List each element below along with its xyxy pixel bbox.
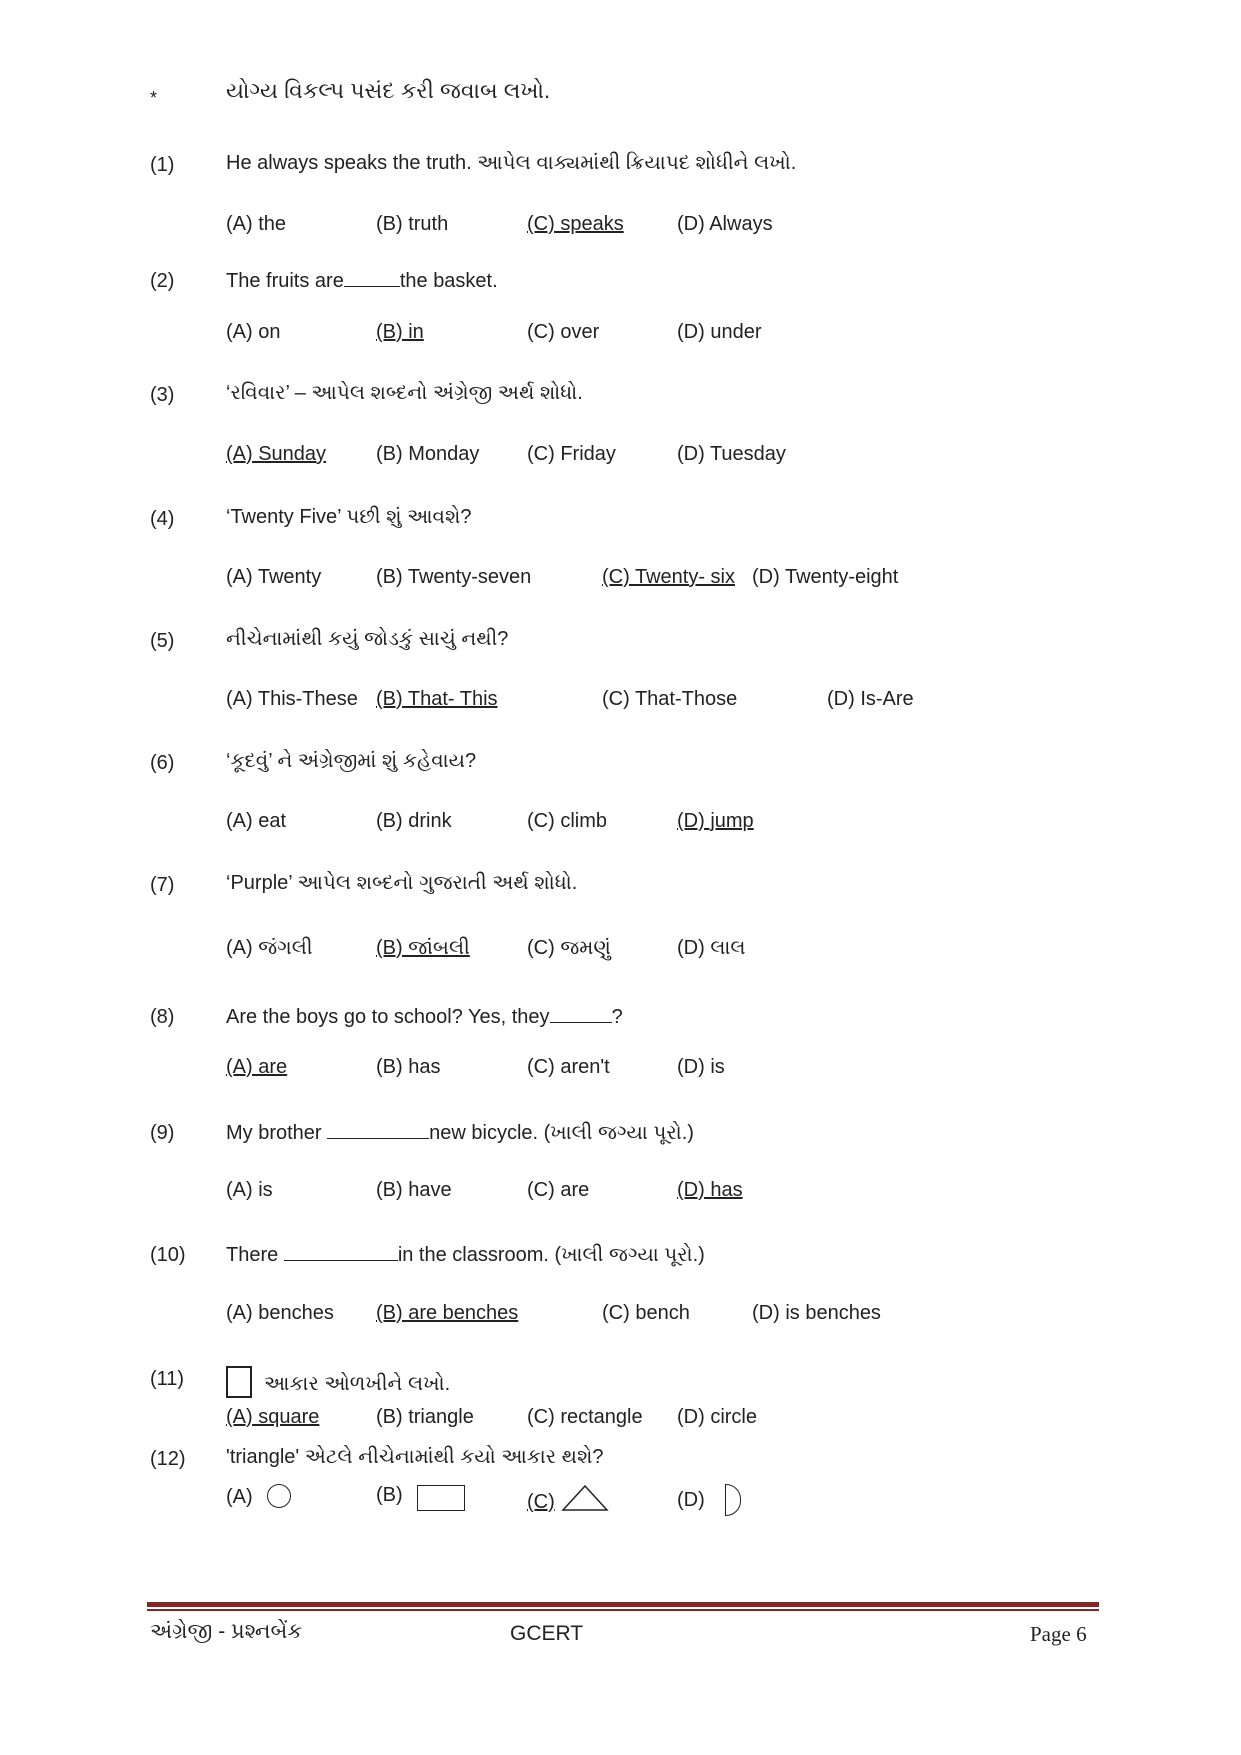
question-11 [0,1362,1241,1402]
question-number: (7) [150,874,175,896]
rectangle-shape-icon [417,1485,465,1511]
option-c: (C) climb [527,810,607,832]
option-c: (C) Friday [527,443,616,465]
question-9-options [0,1179,1241,1215]
question-text: ‘Twenty Five’ પછી શું આવશે? [226,506,472,528]
option-a-answer: (A) Sunday [226,443,327,465]
option-d: (D) circle [677,1406,757,1428]
question-number: (10) [150,1244,186,1266]
question-12-options [0,1484,1241,1520]
question-text: ‘Purple’ આપેલ શબ્દનો ગુજરાતી અર્થ શોધો. [226,872,578,894]
option-b: (B) has [376,1056,441,1078]
answer-blank [327,1120,429,1139]
question-7 [0,868,1241,908]
question-2-options [0,321,1241,357]
question-number: (2) [150,270,175,292]
question-1-options [0,213,1241,249]
option-b-answer: (B) That- This [376,688,498,710]
question-number: (12) [150,1448,186,1470]
footer-subject: અંગ્રેજી - પ્રશ્નબેંક [150,1620,303,1643]
option-d-answer: (D) jump [677,810,754,832]
option-c: (C) That-Those [602,688,738,710]
question-number: (8) [150,1006,175,1028]
option-c: (C) bench [602,1302,690,1324]
option-c-answer: (C) Twenty- six [602,566,735,588]
question-6-options [0,810,1241,846]
circle-shape-icon [267,1484,291,1508]
option-c: (C) જમણું [527,937,611,959]
question-text-after: in the classroom. (ખાલી જગ્યા પૂરો.) [397,1244,705,1266]
question-text: He always speaks the truth. આપેલ વાક્યમાંથી ક્રિયાપદ શોધીને લખો. [226,152,797,174]
option-b: (B) truth [376,213,449,235]
question-text-after: the basket. [399,270,498,292]
question-8-options [0,1056,1241,1092]
option-a: (A) is [226,1179,273,1201]
option-b: (B) Monday [376,443,480,465]
question-text [226,1242,705,1267]
question-12 [0,1442,1241,1482]
option-b-label: (B) [376,1484,403,1506]
answer-blank [284,1242,398,1261]
option-a [226,1484,291,1509]
option-d: (D) is benches [752,1302,881,1324]
bullet-marker: * [150,88,158,108]
question-text: નીચેનામાંથી કયું જોડકું સાચું નથી? [226,628,509,650]
option-a-answer: (A) are [226,1056,288,1078]
option-a-label: (A) [226,1486,253,1508]
question-5-options [0,688,1241,724]
question-text [226,1120,694,1145]
question-2 [0,264,1241,304]
question-text-before: Are the boys go to school? Yes, they [226,1006,550,1028]
option-d: (D) Twenty-eight [752,566,899,588]
question-text [226,268,498,293]
square-shape-icon [226,1366,252,1398]
question-number: (4) [150,508,175,530]
option-a: (A) This-These [226,688,358,710]
question-5 [0,624,1241,664]
question-text: ‘કૂદવું’ ને અંગ્રેજીમાં શું કહેવાય? [226,750,477,772]
question-7-options [0,937,1241,973]
question-text: ‘રવિવાર’ – આપેલ શબ્દનો અંગ્રેજી અર્થ શોધો. [226,382,583,404]
option-d-label: (D) [677,1489,705,1511]
question-text-after: ? [611,1006,623,1028]
option-a: (A) the [226,213,287,235]
question-number: (3) [150,384,175,406]
option-b: (B) drink [376,810,452,832]
question-text: 'triangle' એટલે નીચેનામાંથી કયો આકાર થશે? [226,1446,604,1468]
option-b-answer: (B) જાંબલી [376,937,470,959]
question-number: (9) [150,1122,175,1144]
question-text-before: My brother [226,1122,328,1144]
question-text [226,1004,623,1029]
option-c-answer: (C) speaks [527,213,624,235]
question-3 [0,378,1241,418]
option-d: (D) under [677,321,762,343]
footer-divider [147,1602,1099,1611]
option-a: (A) જંગલી [226,937,313,959]
option-b [376,1484,465,1511]
option-d: (D) is [677,1056,725,1078]
option-a: (A) benches [226,1302,334,1324]
question-text-before: The fruits are [226,270,344,292]
option-c: (C) rectangle [527,1406,643,1428]
option-b-answer: (B) in [376,321,424,343]
question-1 [0,148,1241,188]
option-a: (A) Twenty [226,566,322,588]
instruction-heading [0,76,1241,116]
question-text-label: આકાર ઓળખીને લખો. [264,1373,451,1395]
triangle-shape-icon [561,1484,609,1512]
question-4-options [0,566,1241,602]
option-b: (B) have [376,1179,452,1201]
question-10 [0,1238,1241,1278]
question-8 [0,1000,1241,1040]
question-10-options [0,1302,1241,1338]
option-b: (B) Twenty-seven [376,566,532,588]
question-3-options [0,443,1241,479]
option-c: (C) aren't [527,1056,610,1078]
question-4 [0,502,1241,542]
question-6 [0,746,1241,786]
option-d: (D) Is-Are [827,688,914,710]
footer-publisher: GCERT [510,1622,584,1645]
option-b-answer: (B) are benches [376,1302,519,1324]
option-a: (A) eat [226,810,287,832]
question-11-options [0,1406,1241,1442]
option-a-answer: (A) square [226,1406,320,1428]
option-d [677,1484,741,1516]
option-c: (C) over [527,321,600,343]
option-c-label: (C) [527,1491,555,1513]
option-d-answer: (D) has [677,1179,743,1201]
question-number: (11) [150,1368,185,1390]
option-d: (D) Tuesday [677,443,786,465]
option-c-answer [527,1484,609,1514]
question-number: (6) [150,752,175,774]
option-a: (A) on [226,321,281,343]
instruction-text: યોગ્ય વિકલ્પ પસંદ કરી જવાબ લખો. [226,78,551,103]
option-d: (D) લાલ [677,937,746,959]
question-text-after: new bicycle. (ખાલી જગ્યા પૂરો.) [429,1122,694,1144]
footer-page-number: Page 6 [1030,1622,1087,1646]
question-number: (1) [150,154,175,176]
question-9 [0,1116,1241,1156]
question-text [226,1366,450,1398]
answer-blank [550,1004,612,1023]
option-d: (D) Always [677,213,773,235]
question-text-before: There [226,1244,284,1266]
option-c: (C) are [527,1179,590,1201]
answer-blank [344,268,400,287]
option-b: (B) triangle [376,1406,474,1428]
question-number: (5) [150,630,175,652]
semicircle-shape-icon [725,1484,741,1516]
